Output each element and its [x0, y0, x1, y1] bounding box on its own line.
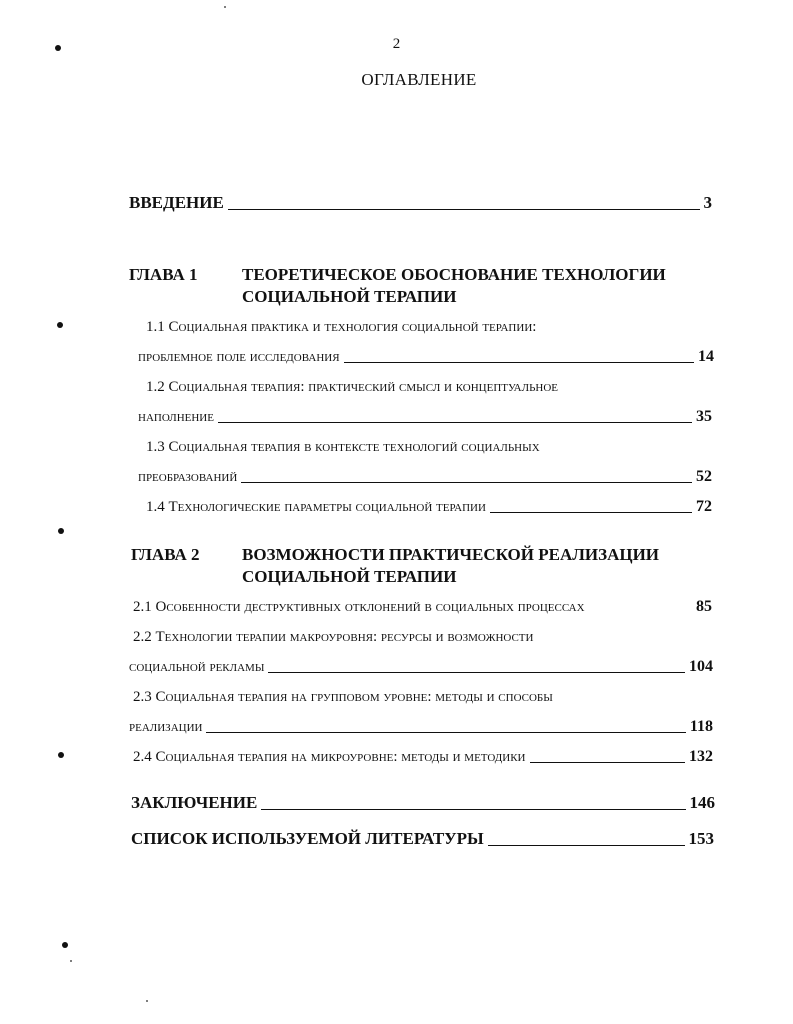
chapter-title: СОЦИАЛЬНОЙ ТЕРАПИИ	[242, 567, 457, 586]
toc-section-heading: 1.3 Социальная терапия в контексте технологий социальных	[146, 439, 540, 455]
toc-entry-intro[interactable]	[129, 193, 712, 213]
leader-line	[268, 672, 685, 673]
toc-page-number: 153	[688, 829, 714, 848]
scan-speck	[70, 960, 72, 962]
toc-section-1-1[interactable]	[138, 348, 714, 366]
leader-line	[490, 512, 692, 513]
leader-line	[228, 209, 700, 210]
toc-page-number: 85	[696, 598, 712, 615]
scan-speck	[146, 1000, 148, 1002]
scan-mark	[58, 528, 64, 534]
toc-section-2-1[interactable]	[133, 598, 712, 616]
chapter-label: ГЛАВА 1	[129, 265, 198, 284]
toc-page-number: 72	[696, 498, 712, 515]
leader-line	[488, 845, 685, 846]
leader-line	[206, 732, 685, 733]
toc-section-label: наполнение	[138, 409, 214, 425]
toc-section-label: 1.4 Технологические параметры социальной терапии	[146, 499, 486, 515]
toc-section-1-3[interactable]	[138, 468, 712, 486]
toc-section-label: 2.4 Социальная терапия на микроуровне: методы и методики	[133, 749, 526, 765]
toc-section-1-2[interactable]	[138, 408, 712, 426]
scan-mark	[58, 752, 64, 758]
page-number: 2	[392, 36, 401, 52]
toc-section-label: преобразований	[138, 469, 238, 485]
toc-section-label: проблемное поле исследования	[138, 349, 340, 365]
toc-page-number: 146	[689, 793, 715, 812]
leader-line	[530, 762, 686, 763]
leader-line	[218, 422, 692, 423]
toc-entry-label: ЗАКЛЮЧЕНИЕ	[131, 793, 258, 812]
toc-section-label: социальной рекламы	[129, 659, 265, 675]
toc-section-heading: 1.1 Социальная практика и технология социальной терапии:	[146, 319, 537, 335]
chapter-label: ГЛАВА 2	[131, 545, 200, 564]
chapter-title: ТЕОРЕТИЧЕСКОЕ ОБОСНОВАНИЕ ТЕХНОЛОГИИ	[242, 265, 666, 284]
toc-page-number: 35	[696, 408, 712, 425]
toc-page-number: 52	[696, 468, 712, 485]
chapter-title: ВОЗМОЖНОСТИ ПРАКТИЧЕСКОЙ РЕАЛИЗАЦИИ	[242, 545, 660, 564]
toc-section-heading: 2.3 Социальная терапия на групповом уровне: методы и способы	[133, 689, 553, 705]
toc-page-number: 104	[689, 658, 713, 675]
toc-section-label: реализации	[129, 719, 203, 735]
scan-speck	[224, 6, 226, 8]
leader-line	[261, 809, 685, 810]
toc-section-2-2[interactable]	[129, 658, 713, 676]
leader-line	[241, 482, 692, 483]
scan-mark	[62, 942, 68, 948]
toc-entry-conclusion[interactable]	[131, 793, 715, 813]
toc-page-number: 14	[698, 348, 714, 365]
page-title: ОГЛАВЛЕНИЕ	[361, 70, 477, 89]
toc-section-heading: 1.2 Социальная терапия: практический смысл и концептуальное	[146, 379, 559, 395]
toc-section-2-3[interactable]	[129, 718, 713, 736]
chapter-title: СОЦИАЛЬНОЙ ТЕРАПИИ	[242, 287, 457, 306]
toc-entry-label: СПИСОК ИСПОЛЬЗУЕМОЙ ЛИТЕРАТУРЫ	[131, 829, 484, 848]
leader-line	[344, 362, 694, 363]
toc-entry-label: ВВЕДЕНИЕ	[129, 193, 224, 212]
toc-section-2-4[interactable]	[133, 748, 713, 766]
toc-entry-bibliography[interactable]	[131, 829, 714, 849]
toc-section-heading: 2.2 Технологии терапии макроуровня: ресурсы и возможности	[133, 629, 534, 645]
toc-section-label: 2.1 Особенности деструктивных отклонений в социальных процессах	[133, 599, 585, 615]
toc-page-number: 132	[689, 748, 713, 765]
toc-section-1-4[interactable]	[146, 498, 712, 516]
scan-mark	[57, 322, 63, 328]
toc-page-number: 118	[689, 718, 713, 735]
toc-page-number: 3	[703, 193, 712, 212]
